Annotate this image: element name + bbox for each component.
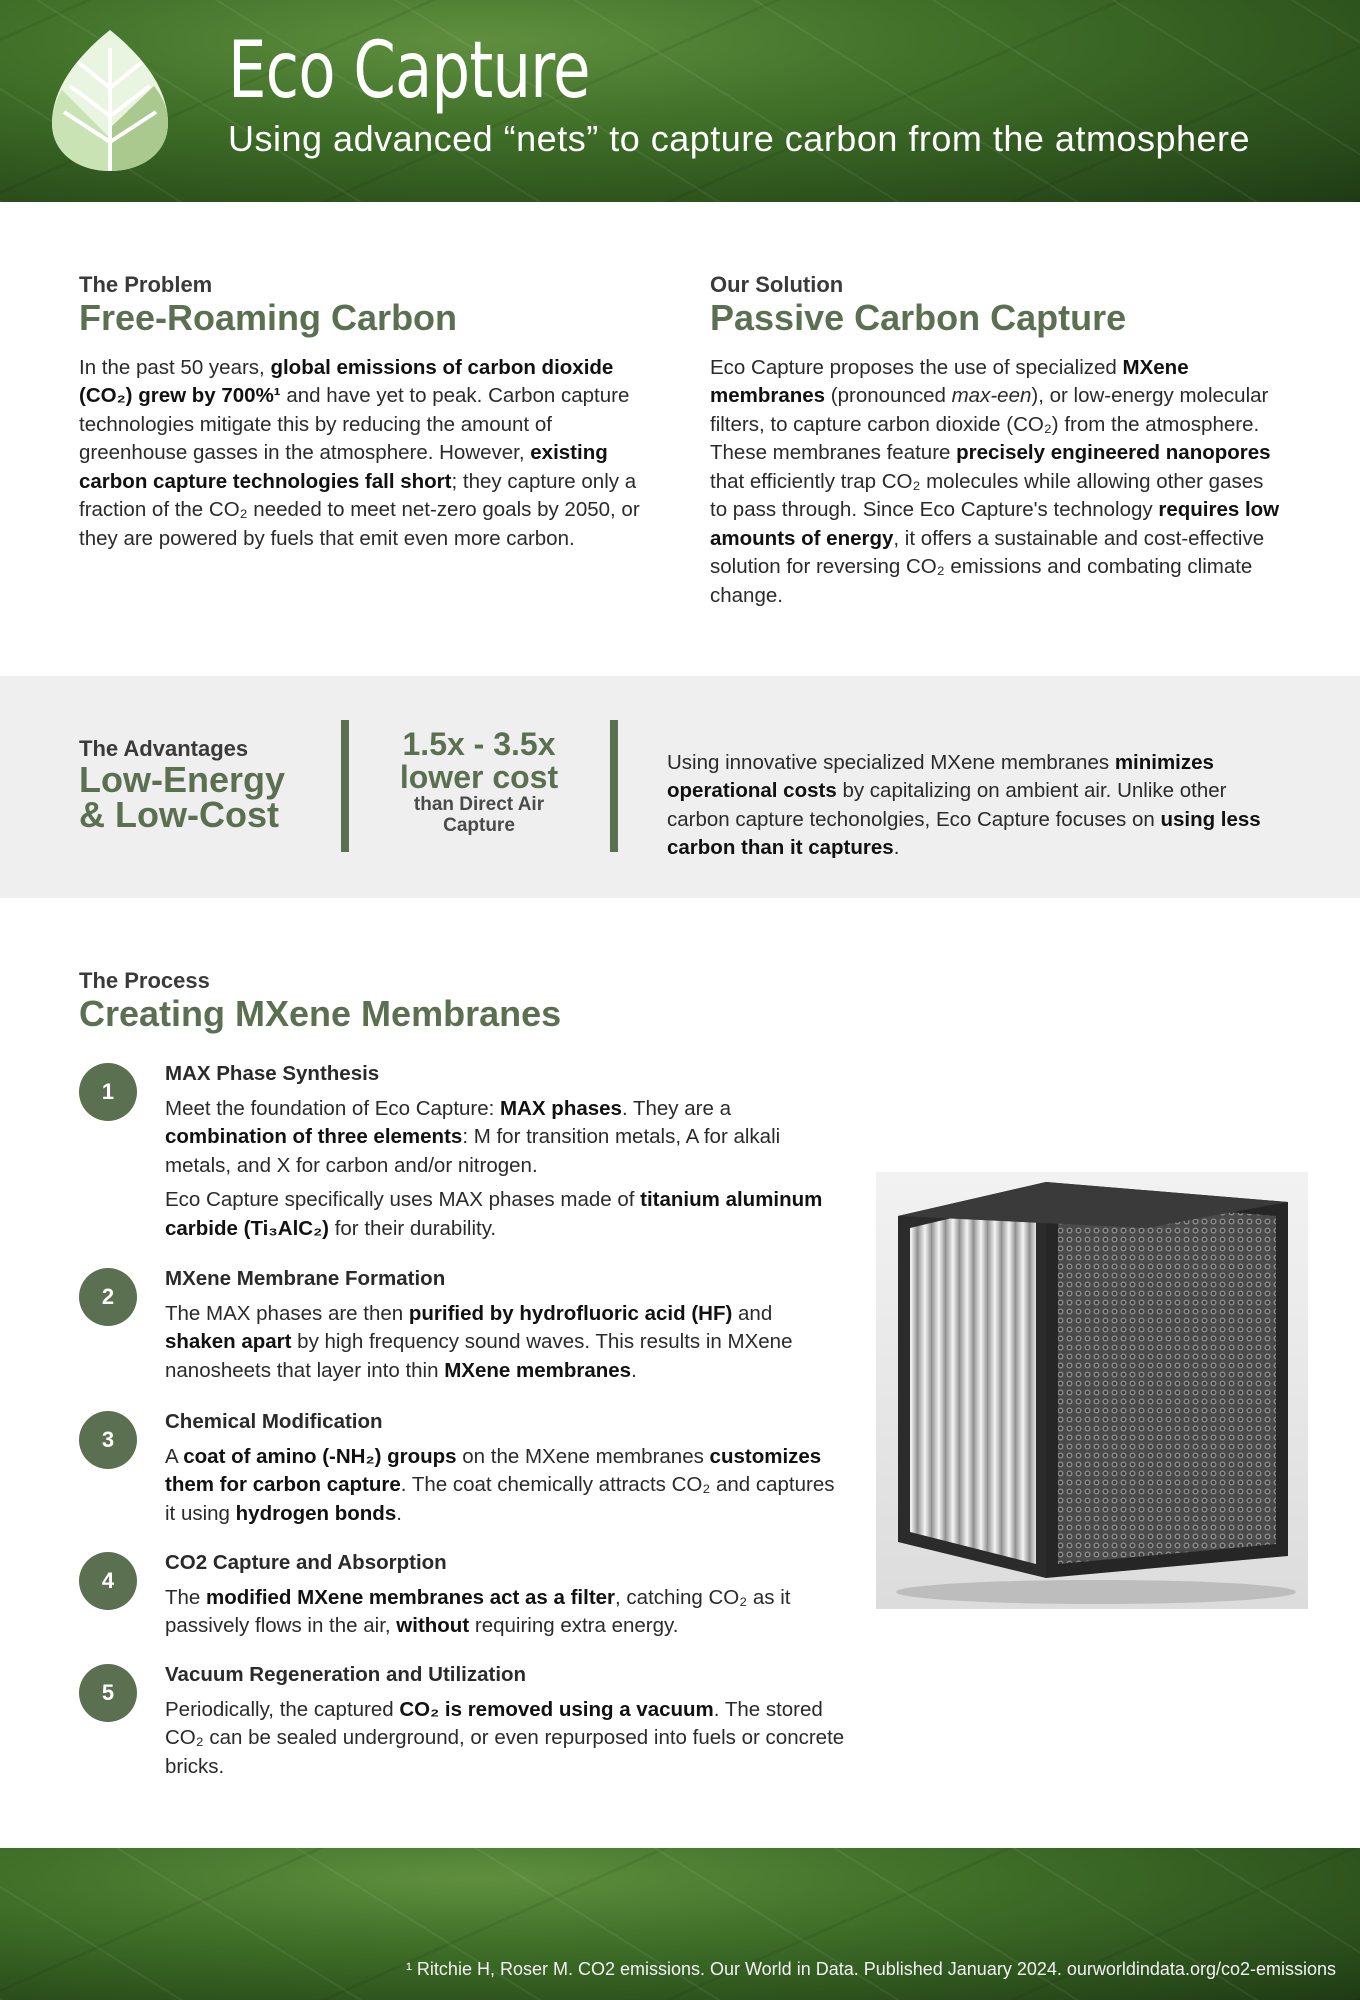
step-title: CO2 Capture and Absorption xyxy=(165,1551,447,1574)
page-subtitle: Using advanced “nets” to capture carbon from the atmosphere xyxy=(228,118,1251,159)
step-text: Meet the foundation of Eco Capture: MAX phases. They are a combination of three elements: M for transition metals, A for alkali metals, and X for carbon and/or nitrogen. xyxy=(165,1096,781,1177)
solution-paragraph: Eco Capture proposes the use of specialized MXene membranes (pronounced max-een), or low-energy molecular filters, to capture carbon dioxide (CO₂) from the atmosphere. These membranes feature precisely engineered nanopores that efficiently trap CO₂ molecules while allowing other gases to pass through. Since Eco Capture's technology requires low amounts of energy, it offers a sustainable and cost-effective solution for reversing CO₂ emissions and combating climate change. xyxy=(710,355,1280,607)
step-body xyxy=(165,1060,845,1249)
solution-section xyxy=(710,272,1285,610)
stat-label: lower cost xyxy=(399,759,559,795)
step-text: The MAX phases are then purified by hydrofluoric acid (HF) and shaken apart by high frequency sound waves. This results in MXene nanosheets that layer into thin MXene membranes. xyxy=(165,1301,793,1382)
step-body xyxy=(165,1549,845,1647)
process-section xyxy=(79,968,845,1778)
process-kicker: The Process xyxy=(79,968,210,993)
footnote: ¹ Ritchie H, Roser M. CO2 emissions. Our World in Data. Published January 2024. ourworldindata.org/co2-emissions xyxy=(405,1959,1336,1979)
step-number-badge: 1 xyxy=(79,1063,137,1121)
leaf-logo-icon xyxy=(50,28,170,173)
step-number-badge: 3 xyxy=(79,1411,137,1469)
problem-section xyxy=(79,272,644,553)
page-title: Eco Capture xyxy=(228,26,590,116)
step-body xyxy=(165,1265,845,1391)
step-title: Vacuum Regeneration and Utilization xyxy=(165,1663,527,1686)
header-banner xyxy=(0,0,1360,202)
step-text: Periodically, the captured CO₂ is removed using a vacuum. The stored CO₂ can be sealed underground, or even repurposed into fuels or concrete bricks. xyxy=(165,1697,845,1778)
advantages-heading xyxy=(79,736,319,848)
solution-title: Passive Carbon Capture xyxy=(710,297,1127,338)
divider-bar xyxy=(341,720,349,852)
advantages-paragraph: Using innovative specialized MXene membranes minimizes operational costs by capitalizing on ambient air. Unlike other carbon capture techonolgies, Eco Capture focuses on using less carbon than it captures. xyxy=(667,750,1261,859)
step-number-badge: 2 xyxy=(79,1268,137,1326)
solution-kicker: Our Solution xyxy=(710,272,844,297)
step-text: Eco Capture specifically uses MAX phases made of titanium aluminum carbide (Ti₃AlC₂) for their durability. xyxy=(165,1188,823,1240)
mxene-filter-image xyxy=(876,1172,1308,1609)
step-body xyxy=(165,1661,845,1787)
process-title: Creating MXene Membranes xyxy=(79,993,562,1034)
stat-range: 1.5x - 3.5x xyxy=(402,726,556,762)
step-text: The modified MXene membranes act as a filter, catching CO₂ as it passively flows in the air, without requiring extra energy. xyxy=(165,1585,791,1637)
divider-bar xyxy=(610,720,618,852)
advantages-kicker: The Advantages xyxy=(79,736,249,761)
advantages-title: Low-Energy & Low-Cost xyxy=(79,759,286,835)
stat-sub: Capture xyxy=(443,815,515,836)
footer-banner xyxy=(0,1848,1360,2000)
problem-paragraph: In the past 50 years, global emissions of carbon dioxide (CO₂) grew by 700%¹ and have yet to peak. Carbon capture technologies mitigate this by reducing the amount of greenhouse gasses in the atmosphere. However, existing carbon capture technologies fall short; they capture only a fraction of the CO₂ needed to meet net-zero goals by 2050, or they are powered by fuels that emit even more carbon. xyxy=(79,355,640,550)
step-text: A coat of amino (-NH₂) groups on the MXene membranes customizes them for carbon capture. The coat chemically attracts CO₂ and captures it using hydrogen bonds. xyxy=(165,1444,835,1525)
step-title: Chemical Modification xyxy=(165,1410,383,1433)
cost-stat xyxy=(349,728,609,836)
step-number-badge: 5 xyxy=(79,1664,137,1722)
step-number-badge: 4 xyxy=(79,1552,137,1610)
problem-title: Free-Roaming Carbon xyxy=(79,297,458,338)
step-body xyxy=(165,1408,845,1534)
step-title: MAX Phase Synthesis xyxy=(165,1062,380,1085)
problem-kicker: The Problem xyxy=(79,272,213,297)
stat-sub: than Direct Air xyxy=(413,794,545,815)
step-title: MXene Membrane Formation xyxy=(165,1267,446,1290)
advantages-band xyxy=(0,676,1360,898)
